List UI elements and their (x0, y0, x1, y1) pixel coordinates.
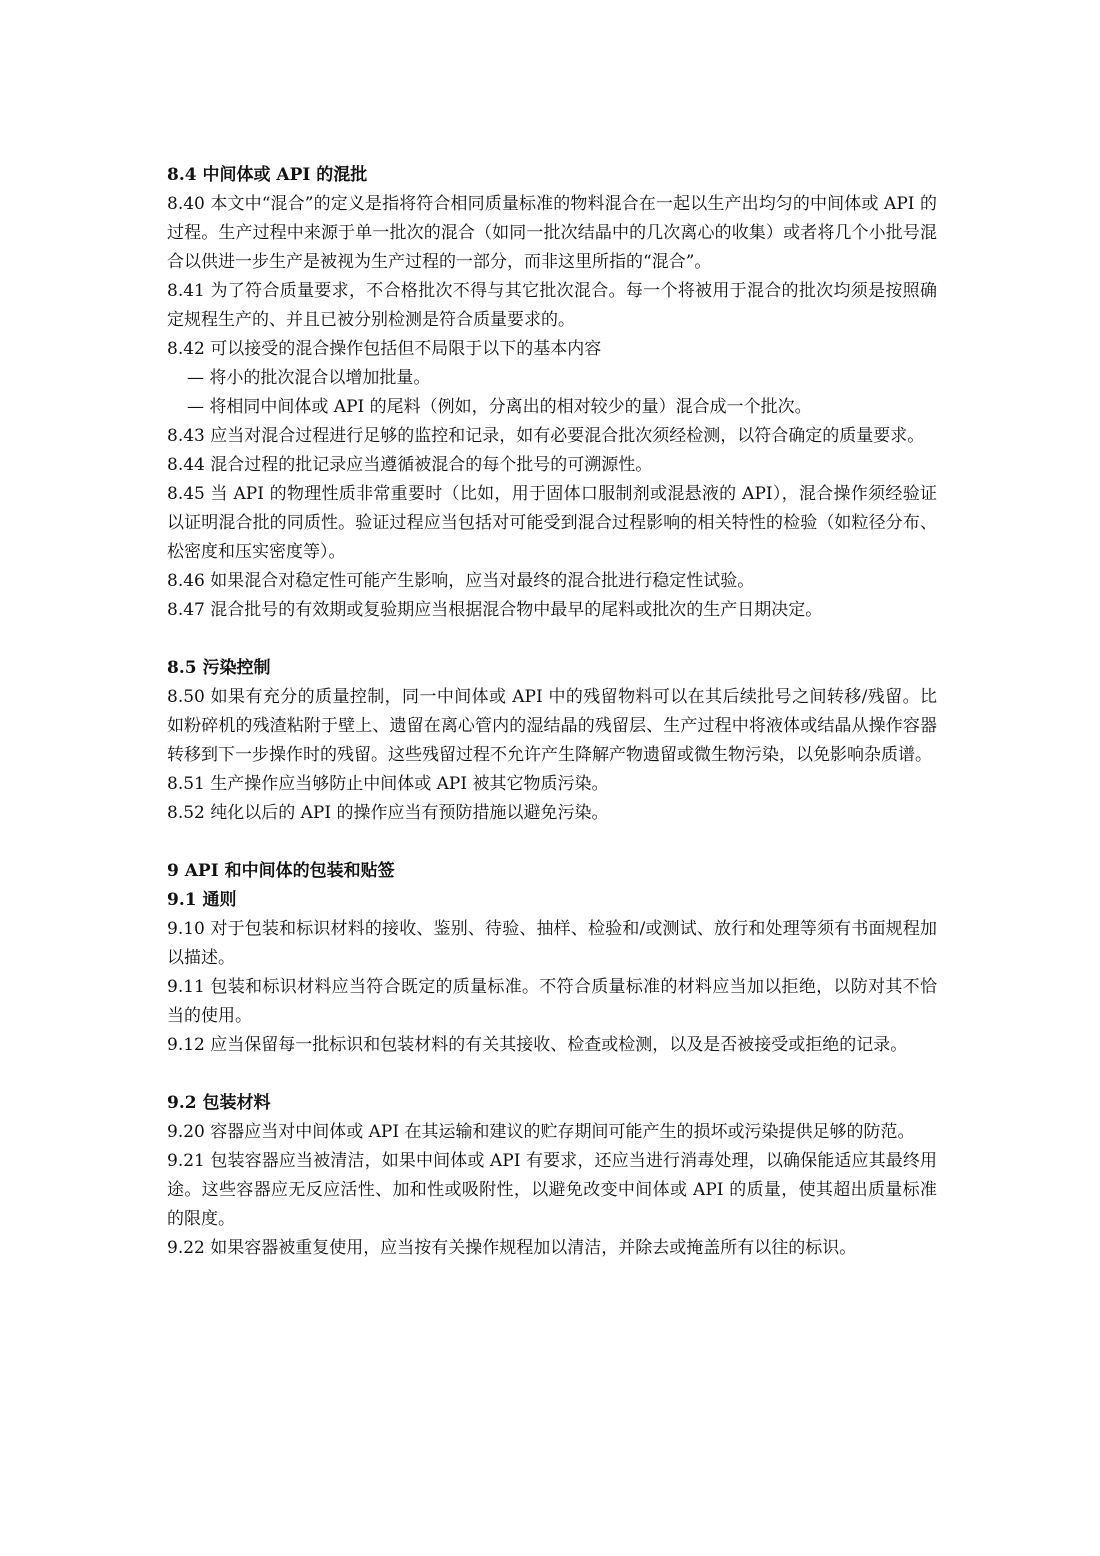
paragraph: 8.47 混合批号的有效期或复验期应当根据混合物中最早的尾料或批次的生产日期决定。 (167, 600, 823, 620)
section-heading: 8.4 中间体或 API 的混批 (167, 165, 368, 185)
document-page (167, 161, 937, 1263)
section-gap (167, 625, 937, 654)
paragraph: 8.45 当 API 的物理性质非常重要时（比如，用于固体口服制剂或混悬液的 API），混合操作须经验证以证明混合批的同质性。验证过程应当包括对可能受到混合过程影响的相关特性的检验（如粒径分布、松密度和压实密度等）。 (167, 484, 937, 562)
list-item: — 将小的批次混合以增加批量。 (187, 368, 431, 388)
paragraph: 8.44 混合过程的批记录应当遵循被混合的每个批号的可溯源性。 (167, 455, 653, 475)
section-gap (167, 1060, 937, 1089)
paragraph: 8.43 应当对混合过程进行足够的监控和记录，如有必要混合批次须经检测，以符合确定的质量要求。 (167, 426, 925, 446)
paragraph: 8.46 如果混合对稳定性可能产生影响，应当对最终的混合批进行稳定性试验。 (167, 571, 755, 591)
paragraph: 9.12 应当保留每一批标识和包装材料的有关其接收、检查或检测，以及是否被接受或拒绝的记录。 (167, 1035, 908, 1055)
paragraph: 9.21 包装容器应当被清洁，如果中间体或 API 有要求，还应当进行消毒处理，以确保能适应其最终用途。这些容器应无反应活性、加和性或吸附性，以避免改变中间体或 API 的质量，使其超出质量标准的限度。 (167, 1151, 937, 1229)
section-heading: 9.2 包装材料 (167, 1093, 271, 1113)
chapter-heading: 9 API 和中间体的包装和贴签 (167, 861, 395, 881)
paragraph: 9.11 包装和标识材料应当符合既定的质量标准。不符合质量标准的材料应当加以拒绝，以防对其不恰当的使用。 (167, 977, 937, 1026)
paragraph: 8.52 纯化以后的 API 的操作应当有预防措施以避免污染。 (167, 803, 609, 823)
paragraph: 9.10 对于包装和标识材料的接收、鉴别、待验、抽样、检验和/或测试、放行和处理等须有书面规程加以描述。 (167, 919, 937, 968)
paragraph: 9.22 如果容器被重复使用，应当按有关操作规程加以清洁，并除去或掩盖所有以往的标识。 (167, 1238, 857, 1258)
paragraph: 8.41 为了符合质量要求，不合格批次不得与其它批次混合。每一个将被用于混合的批次均须是按照确定规程生产的、并且已被分别检测是符合质量要求的。 (167, 281, 937, 330)
paragraph: 9.20 容器应当对中间体或 API 在其运输和建议的贮存期间可能产生的损坏或污染提供足够的防范。 (167, 1122, 915, 1142)
section-gap (167, 828, 937, 857)
section-heading: 9.1 通则 (167, 890, 237, 910)
section-heading: 8.5 污染控制 (167, 658, 271, 678)
paragraph: 8.42 可以接受的混合操作包括但不局限于以下的基本内容 (167, 339, 602, 359)
paragraph: 8.50 如果有充分的质量控制，同一中间体或 API 中的残留物料可以在其后续批号之间转移/残留。比如粉碎机的残渣粘附于壁上、遗留在离心管内的湿结晶的残留层、生产过程中将液体或结晶从操作容器转移到下一步操作时的残留。这些残留过程不允许产生降解产物遗留或微生物污染，以免影响杂质谱。 (167, 687, 937, 765)
list-item: — 将相同中间体或 API 的尾料（例如，分离出的相对较少的量）混合成一个批次。 (187, 397, 812, 417)
paragraph: 8.51 生产操作应当够防止中间体或 API 被其它物质污染。 (167, 774, 609, 794)
paragraph: 8.40 本文中“混合”的定义是指将符合相同质量标准的物料混合在一起以生产出均匀的中间体或 API 的过程。生产过程中来源于单一批次的混合（如同一批次结晶中的几次离心的收集）或者将几个小批号混合以供进一步生产是被视为生产过程的一部分，而非这里所指的“混合”。 (167, 194, 937, 272)
